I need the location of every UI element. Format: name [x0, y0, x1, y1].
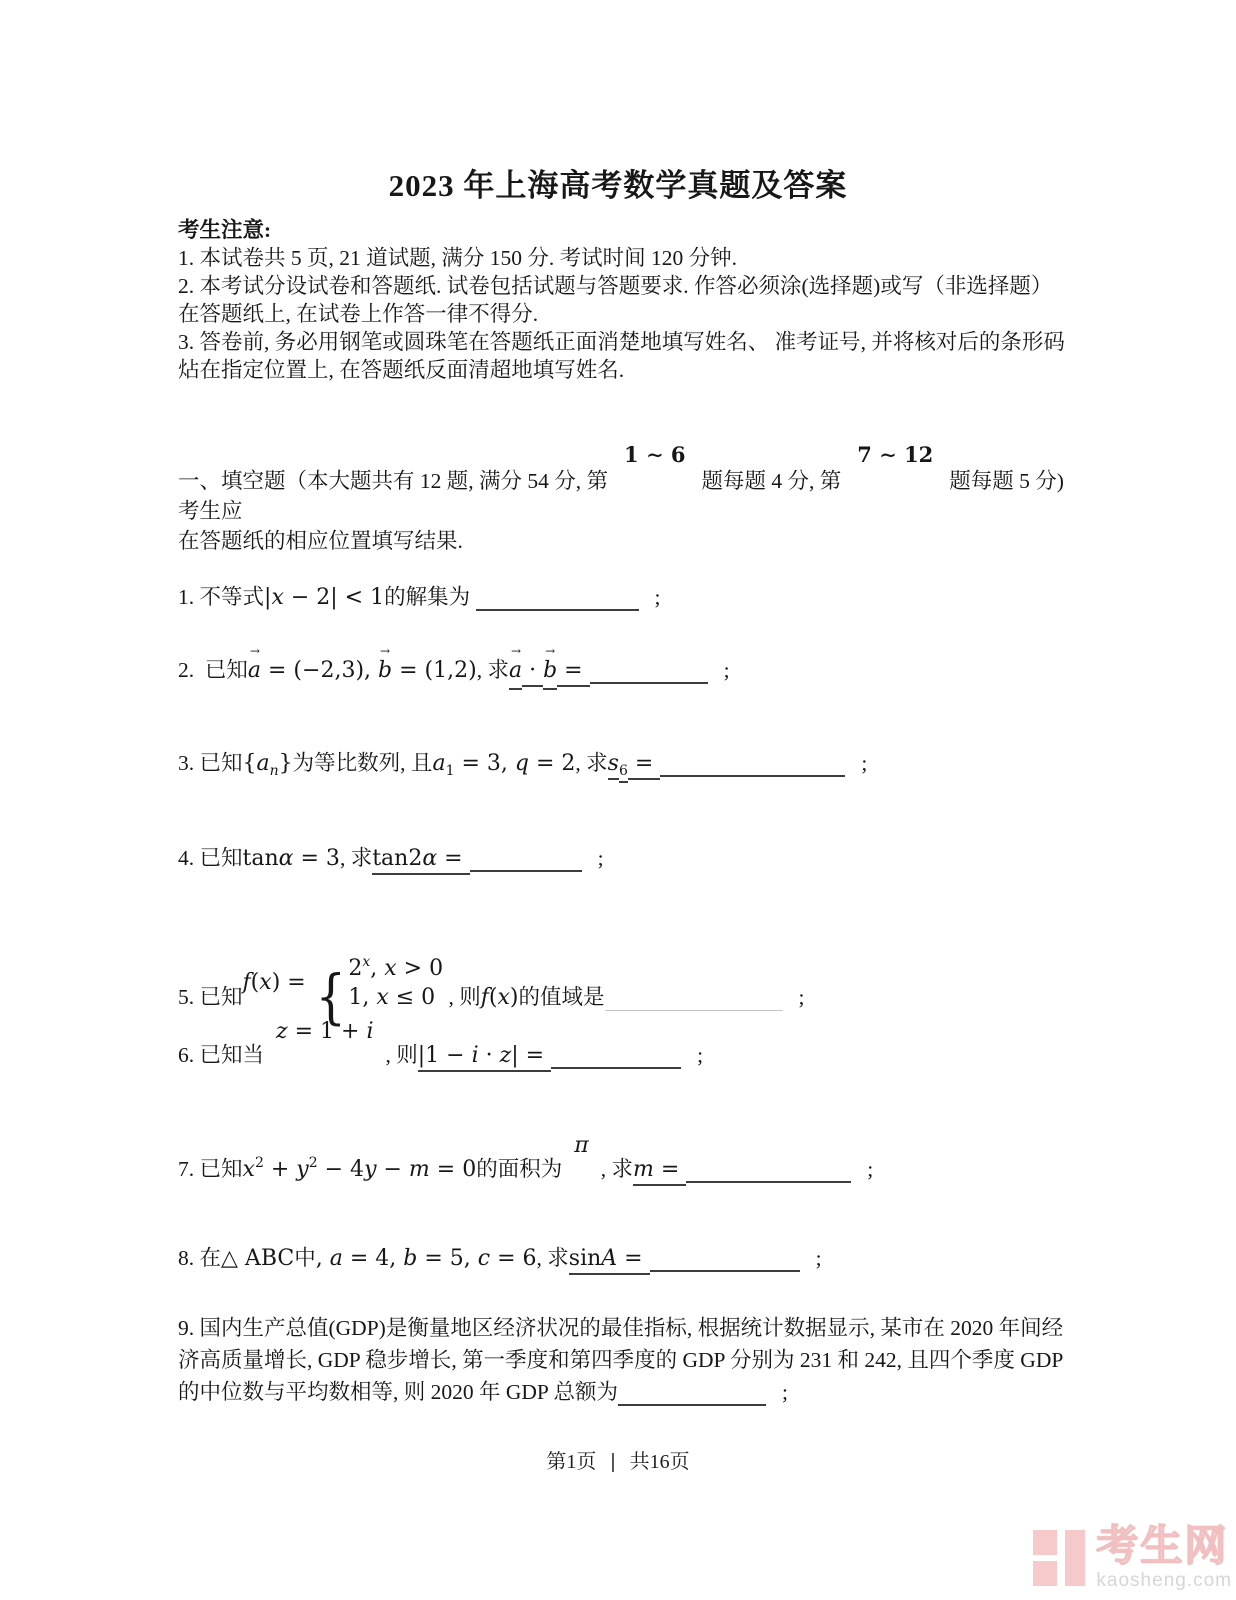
text-segment: q [514, 751, 529, 776]
text-segment: , [370, 956, 385, 981]
section-header [178, 442, 1072, 556]
text-segment: ; [781, 1380, 788, 1404]
text-segment: 7 ∼ 12 [857, 442, 934, 467]
text-segment: 4. [178, 846, 200, 870]
text-segment: tan [242, 846, 279, 871]
text-segment: 1 ∼ 6 [624, 442, 686, 467]
notice-item-3: 3. 答卷前, 务必用钢笔或圆珠笔在答题纸正面消楚地填写姓名、 准考证号, 并将核对后的条形码炶在指定位置上, 在答题纸反面清超地填写姓名. [178, 330, 1065, 382]
text-segment: , 则 [443, 985, 481, 1009]
text-segment: π [574, 1133, 589, 1158]
text-segment: 2 [348, 956, 363, 981]
text-segment: , 求 [476, 658, 509, 682]
text-segment: 已知当 [199, 1043, 265, 1067]
text-row [348, 983, 443, 1012]
text-segment: 国内生产总值(GDP)是衡量地区经济状况的最佳指标, 根据统计数据显示, 某市在 2020 年间经济高质量增长, GDP 稳步增长, 第一季度和第四季度的 GDP 分别为 231 和 242, 且四个季度 GDP 的中位数与平均数相等, 则 2020 年 GDP 总额为 [178, 1316, 1068, 1404]
document-title: 2023 年上海高考数学真题及答案 [388, 168, 848, 203]
text-segment: , 求 [575, 751, 608, 775]
text-segment: → a [509, 656, 522, 690]
text-segment: 9. [178, 1316, 200, 1340]
logo-block [1033, 1530, 1057, 1555]
text-segment: = [557, 658, 589, 687]
question-1 [178, 582, 1078, 613]
section-header-line2: 在答题纸的相应位置填写结果. [178, 529, 463, 553]
text-segment: 的值域是 [518, 985, 605, 1009]
text-segment: ; [697, 1043, 704, 1067]
text-segment: | [264, 585, 272, 610]
watermark-site-name: 考生网 [1096, 1524, 1229, 1570]
text-segment: → a [247, 644, 262, 683]
watermark-text [1096, 1524, 1232, 1592]
text-segment: x [497, 985, 510, 1010]
question-3 [178, 748, 1078, 786]
text-segment: , 则 [385, 1043, 418, 1067]
text-segment: x [362, 954, 371, 970]
text-segment: b [403, 1246, 418, 1271]
answer-blank [470, 868, 582, 872]
text-segment: sin [569, 1246, 602, 1275]
text-segment: 不等式 [199, 585, 265, 609]
text-segment: ) = [271, 970, 313, 995]
text-segment: 已知 [199, 751, 243, 775]
notice-item-2: 2. 本考试分设试卷和答题纸. 试卷包括试题与答题要求. 作答必须涂(选择题)或写（非选择题）在答题纸上, 在试卷上作答一律不得分. [178, 274, 1053, 326]
text-segment: = (−2,3), [261, 658, 379, 683]
watermark-site-url: kaosheng.com [1096, 1570, 1232, 1591]
text-segment: = 5, [417, 1246, 478, 1271]
text-segment: 6 [619, 763, 628, 783]
question-5 [178, 948, 1078, 1032]
text-segment: ≤ 0 [388, 985, 436, 1010]
text-segment: { [242, 751, 257, 776]
text-segment [243, 967, 313, 998]
text-row [574, 1133, 588, 1157]
text-segment: tan2 [372, 846, 422, 875]
text-segment: f [242, 970, 251, 995]
answer-blank [650, 1268, 800, 1272]
text-segment: α [422, 846, 437, 875]
answer-blank [686, 1179, 851, 1183]
text-segment: x [384, 956, 397, 981]
text-segment: − 2| < 1 [283, 585, 385, 610]
text-segment: = 0 [429, 1157, 477, 1182]
text-segment: z [276, 1019, 288, 1044]
text-segment: } [278, 751, 293, 776]
text-segment: z [500, 1043, 512, 1072]
text-segment: = 6 [490, 1246, 537, 1271]
text-segment: = 2 [528, 751, 576, 776]
text-segment: c [477, 1246, 491, 1271]
notice-item-1: 1. 本试卷共 5 页, 21 道试题, 满分 150 分. 考试时间 120 分钟. [178, 246, 738, 270]
page-indicator [0, 1445, 1236, 1474]
text-segment: y [296, 1157, 309, 1182]
question-7 [178, 1133, 1078, 1185]
text-segment: ) [509, 985, 519, 1010]
text-segment: A [601, 1246, 617, 1275]
text-segment: s [608, 751, 619, 780]
text-segment: 2 [308, 1155, 318, 1171]
text-segment: △ ABC [221, 1246, 295, 1271]
answer-blank [618, 1404, 766, 1406]
text-segment: ; [861, 751, 868, 775]
text-segment: a [432, 751, 446, 776]
question-8 [178, 1243, 1078, 1274]
text-segment: 2 [254, 1155, 264, 1171]
text-segment: = (1,2) [392, 658, 477, 683]
text-segment: ( [250, 970, 260, 995]
text-segment: 已知 [199, 1157, 243, 1181]
text-row [348, 948, 443, 983]
text-segment: m [633, 1157, 654, 1186]
text-segment: 2. [178, 658, 205, 682]
text-segment: 的面积为 [476, 1157, 563, 1181]
text-segment: 6. [178, 1043, 200, 1067]
text-segment: α [278, 846, 294, 871]
page-total: 共16页 [629, 1451, 690, 1473]
vector-arrow-icon: → [510, 644, 522, 658]
logo-block [1065, 1530, 1085, 1586]
text-segment: , 求 [600, 1157, 633, 1181]
vector-arrow-icon: → [380, 644, 391, 658]
text-segment [264, 1016, 385, 1047]
text-segment: ; [654, 585, 661, 609]
notice-heading: 考生注意: [178, 218, 272, 242]
text-segment: x [376, 985, 389, 1010]
text-segment: i [366, 1019, 374, 1044]
text-segment: − 4 [317, 1157, 365, 1182]
text-segment: ; [815, 1246, 822, 1270]
text-segment: ( [488, 985, 498, 1010]
text-segment: ; [723, 658, 730, 682]
text-segment: = 3 [293, 846, 340, 871]
text-segment: ; [798, 985, 805, 1009]
text-segment: { [315, 963, 346, 1032]
text-segment: → b [378, 644, 393, 683]
text-segment: , 求 [339, 846, 373, 870]
text-segment: a [256, 751, 270, 776]
text-segment: → b [543, 656, 557, 690]
question-2 [178, 644, 1078, 690]
text-segment: = [617, 1246, 649, 1275]
text-segment: − [376, 1157, 409, 1182]
page-separator: | [610, 1451, 616, 1473]
text-segment: 3. [178, 751, 200, 775]
text-segment: n [269, 763, 279, 779]
text-segment: = 3, [454, 751, 515, 776]
vector-arrow-icon: → [545, 644, 556, 658]
text-segment: 题每题 5 分)考生应 [178, 469, 1064, 523]
text-segment: | = [511, 1043, 551, 1072]
text-segment: |1 − [418, 1043, 472, 1072]
text-segment: 为等比数列, 且 [292, 751, 433, 775]
text-segment: f [480, 985, 489, 1010]
section-header-line1 [178, 442, 1072, 526]
text-segment: 已知 [199, 846, 243, 870]
text-segment: m [408, 1157, 430, 1182]
text-segment: 7. [178, 1157, 200, 1181]
text-segment: 一、填空题（本大题共有 12 题, 满分 54 分, 第 [178, 469, 609, 493]
vector-arrow-icon: → [249, 644, 260, 658]
answer-blank [660, 773, 845, 777]
text-segment [348, 948, 443, 1012]
answer-blank [476, 609, 639, 611]
text-segment: 1 [445, 763, 455, 779]
answer-blank [605, 1010, 783, 1011]
text-segment: 中 [294, 1246, 316, 1270]
text-segment: · [522, 658, 543, 687]
notice-block [178, 216, 1072, 384]
text-segment: y [364, 1157, 377, 1182]
text-segment: = [437, 846, 469, 875]
text-segment [562, 1130, 600, 1161]
text-segment: 1. [178, 585, 200, 609]
text-segment: 已知 [204, 658, 248, 682]
answer-blank [590, 680, 708, 684]
text-segment: 8. [178, 1246, 200, 1270]
text-segment: ; [597, 846, 604, 870]
kaosheng-logo-icon [1033, 1524, 1087, 1586]
text-segment: = [628, 751, 660, 780]
page-number: 第1页 [546, 1451, 597, 1473]
text-segment: = 1 + [287, 1019, 367, 1044]
text-segment: · [479, 1043, 500, 1072]
text-segment: 在 [199, 1246, 222, 1270]
text-segment: = [654, 1157, 686, 1186]
text-segment: x [259, 970, 272, 995]
text-row [243, 970, 313, 994]
text-segment: 1, [348, 985, 377, 1010]
text-segment: , 求 [536, 1246, 569, 1270]
text-segment: 5. [178, 985, 200, 1009]
text-segment: = 4, [342, 1246, 404, 1271]
answer-blank [551, 1065, 681, 1069]
logo-block [1033, 1561, 1057, 1586]
text-segment: 题每题 4 分, 第 [701, 469, 842, 493]
text-segment: > 0 [396, 956, 444, 981]
text-segment: + [263, 1157, 297, 1182]
watermark [1033, 1524, 1232, 1592]
text-segment: x [271, 585, 284, 610]
text-segment: a [329, 1246, 343, 1271]
text-segment: 的解集为 [384, 585, 476, 609]
question-9 [178, 1312, 1070, 1408]
text-segment: x [242, 1157, 255, 1182]
question-6 [178, 1019, 1078, 1071]
text-segment: ; [867, 1157, 874, 1181]
text-segment: i [472, 1043, 479, 1072]
text-segment: , [315, 1246, 330, 1271]
text-row [276, 1019, 373, 1043]
text-segment: 已知 [199, 985, 243, 1009]
question-4 [178, 843, 1078, 874]
